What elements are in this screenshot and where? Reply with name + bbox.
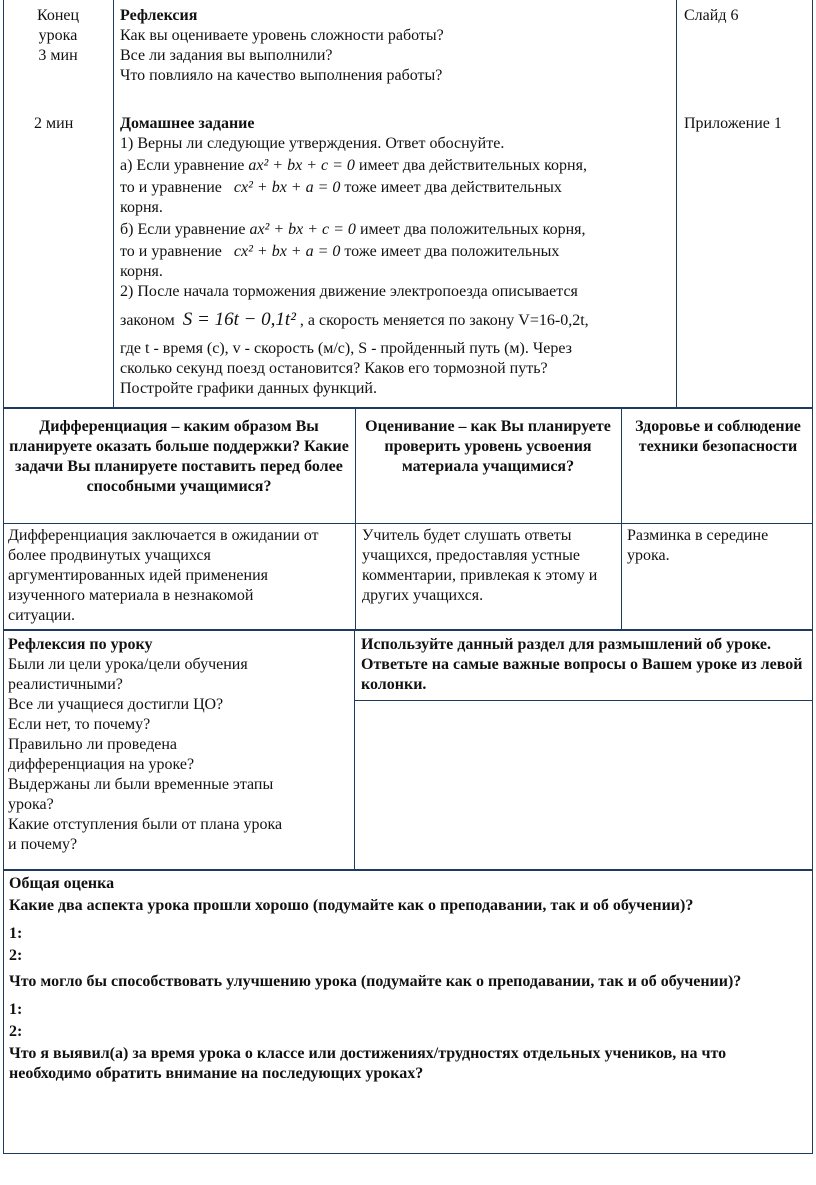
overall-heading: Общая оценка bbox=[9, 875, 115, 892]
task2-law: законом S = 16t − 0,1t² , а скорость меняется по закону V=16-0,2t, bbox=[120, 309, 589, 330]
homework-section bbox=[120, 114, 672, 399]
reflection-line: Если нет, то почему? bbox=[8, 716, 151, 733]
answer-slot: 2: bbox=[9, 947, 23, 964]
statement-b-line3: корня. bbox=[120, 263, 163, 280]
motion-law-formula: S = 16t − 0,1t² bbox=[182, 309, 296, 330]
reflection-line: Правильно ли проведена bbox=[8, 736, 177, 753]
assessment-cell: Учитель будет слушать ответы учащихся, предоставляя устные комментарии, привлекая к этому и других учащихся. bbox=[362, 527, 598, 604]
reflection-activity bbox=[120, 6, 670, 86]
question-observations: Что я выявил(а) за время урока о классе или достижениях/трудностях отдельных учеников, на что необходимо обратить внимание на последующих уроках? bbox=[9, 1045, 727, 1082]
reflection-questions bbox=[8, 635, 350, 855]
reflection-question: Как вы оцениваете уровень сложности работы? bbox=[120, 27, 444, 44]
differentiation-header: Дифференциация – каким образом Вы планируете оказать больше поддержки? Какие задачи Вы планируете поставить перед более способными учащимися? bbox=[9, 418, 349, 495]
row-divider bbox=[354, 700, 813, 701]
task2-intro: 2) После начала торможения движение электропоезда описывается bbox=[120, 283, 578, 300]
homework-intro: 1) Верны ли следующие утверждения. Ответ обоснуйте. bbox=[120, 135, 505, 152]
statement-b-line2: то и уравнение cx² + bx + a = 0 тоже имеет два положительных bbox=[120, 243, 560, 260]
homework-duration: 2 мин bbox=[34, 115, 74, 132]
reflection-line: урока? bbox=[8, 796, 54, 813]
reflection-heading: Рефлексия bbox=[120, 7, 198, 24]
reflection-question: Все ли задания вы выполнили? bbox=[120, 47, 333, 64]
reflection-line: Какие отступления были от плана урока bbox=[8, 816, 283, 833]
reflection-question: Что повлияло на качество выполнения работы? bbox=[120, 67, 443, 84]
statement-a-line2: то и уравнение cx² + bx + a = 0 тоже имеет два действительных bbox=[120, 179, 562, 196]
equation: ax² + bx + c = 0 bbox=[249, 221, 356, 238]
column-divider bbox=[621, 408, 622, 630]
reflection-line: Были ли цели урока/цели обучения bbox=[8, 656, 248, 673]
stage-label: Конец bbox=[36, 7, 80, 24]
homework-heading: Домашнее задание bbox=[120, 115, 255, 132]
stage-end-cell bbox=[5, 6, 111, 66]
question-improvement: Что могло бы способствовать улучшению урока (подумайте как о преподавании, так и об обучении)? bbox=[9, 973, 742, 990]
column-divider bbox=[113, 0, 114, 408]
equation: ax² + bx + c = 0 bbox=[248, 157, 355, 174]
assessment-header: Оценивание – как Вы планируете проверить уровень усвоения материала учащимися? bbox=[365, 418, 611, 475]
stage-label: урока bbox=[38, 27, 78, 44]
reflection-line: дифференциация на уроке? bbox=[8, 756, 195, 773]
column-divider bbox=[676, 0, 677, 408]
reflection-line: и почему? bbox=[8, 836, 78, 853]
stage-duration: 3 мин bbox=[38, 47, 78, 64]
answer-slot: 1: bbox=[9, 1001, 23, 1018]
task2-question: сколько секунд поезд остановится? Каков его тормозной путь? bbox=[120, 360, 548, 377]
answer-slot: 2: bbox=[9, 1023, 23, 1040]
statement-a: а) Если уравнение ax² + bx + c = 0 имеет два действительных корня, bbox=[120, 157, 587, 174]
resource-slide: Слайд 6 bbox=[684, 7, 739, 24]
column-divider bbox=[354, 630, 355, 870]
health-safety-header: Здоровье и соблюдение техники безопасности bbox=[635, 418, 801, 455]
statement-a-line3: корня. bbox=[120, 199, 163, 216]
lesson-reflection-heading: Рефлексия по уроку bbox=[8, 636, 153, 653]
column-divider bbox=[355, 408, 356, 630]
overall-assessment bbox=[9, 874, 804, 1084]
answer-slot: 1: bbox=[9, 925, 23, 942]
task2-instruction: Постройте графики данных функций. bbox=[120, 380, 377, 397]
reflection-instructions: Используйте данный раздел для размышлений об уроке. Ответьте на самые важные вопросы о Вашем уроке из левой колонки. bbox=[361, 636, 803, 693]
reflection-line: Выдержаны ли были временные этапы bbox=[8, 776, 274, 793]
equation: cx² + bx + a = 0 bbox=[233, 179, 341, 196]
reflection-line: Все ли учащиеся достигли ЦО? bbox=[8, 696, 224, 713]
question-went-well: Какие два аспекта урока прошли хорошо (подумайте как о преподавании, так и об обучении)? bbox=[9, 897, 694, 914]
task2-variables: где t - время (с), v - скорость (м/с), S - пройденный путь (м). Через bbox=[120, 340, 572, 357]
row-divider bbox=[3, 523, 813, 524]
equation: cx² + bx + a = 0 bbox=[233, 243, 341, 260]
differentiation-cell: Дифференциация заключается в ожидании от более продвинутых учащихся аргументированных идей применения изученного материала в незнакомой ситуации. bbox=[8, 527, 319, 624]
resource-appendix: Приложение 1 bbox=[684, 115, 782, 132]
health-safety-cell: Разминка в середине урока. bbox=[627, 527, 769, 564]
reflection-line: реалистичными? bbox=[8, 676, 123, 693]
statement-b: б) Если уравнение ax² + bx + c = 0 имеет два положительных корня, bbox=[120, 221, 586, 238]
